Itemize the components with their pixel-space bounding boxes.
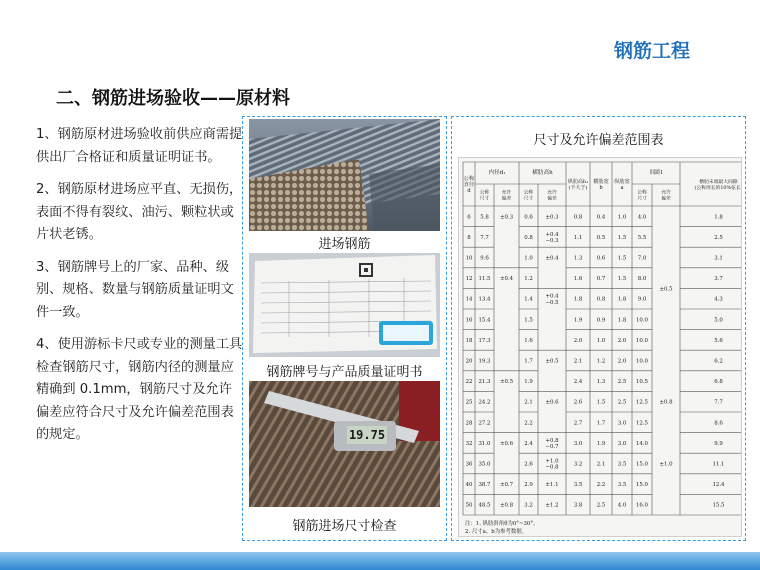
- table-cell: 1.7: [524, 358, 533, 365]
- subheader-cell: 允许偏差: [547, 190, 557, 202]
- table-cell: 35.0: [478, 461, 491, 468]
- tolerance-table-sheet: [458, 157, 742, 537]
- table-cell: 2.2: [596, 482, 606, 489]
- table-cell: 0.9: [596, 317, 606, 324]
- header-max-gap: 横肋末端最大间隙(公称周长的10%弦长): [694, 179, 741, 192]
- table-cell: 7.0: [637, 255, 647, 262]
- table-cell: 11.5: [478, 276, 491, 283]
- table-cell: 3.5: [617, 482, 627, 489]
- table-cell: 0.8: [573, 214, 583, 221]
- header-longitudinal-rib-height: 纵肋高h₁ (不大于): [567, 178, 589, 192]
- table-cell: 2.5: [596, 502, 606, 509]
- table-cell: 0.5: [596, 234, 606, 241]
- subheader-cell: 公称尺寸: [479, 190, 490, 202]
- subheader-cell: 公称尺寸: [523, 190, 534, 202]
- table-cell: 4.0: [637, 214, 647, 221]
- table-cell: 6.2: [714, 358, 723, 365]
- spacing-tolerance-cell: ±0.8: [659, 399, 673, 406]
- table-cell: 3.5: [617, 461, 627, 468]
- table-cell: 18: [465, 337, 473, 344]
- table-cell: 27.2: [478, 420, 491, 427]
- table-cell: 1.1: [573, 234, 583, 241]
- table-cell: 10.0: [635, 317, 649, 324]
- table-cell: 38.7: [478, 482, 491, 489]
- table-cell: 21.3: [478, 379, 491, 386]
- table-cell: 12.5: [635, 420, 649, 427]
- table-cell: ±0.4: [545, 255, 559, 262]
- table-cell: 15.4: [478, 317, 491, 324]
- table-cell: 2.7: [573, 420, 583, 427]
- table-cell: 1.8: [714, 214, 723, 221]
- table-cell: 3.7: [714, 276, 723, 283]
- table-cell: 7.7: [480, 234, 489, 241]
- caption-incoming-rebar: 进场钢筋: [318, 237, 371, 252]
- certificate-image: [249, 253, 440, 357]
- table-cell: ±0.7: [499, 482, 514, 489]
- subheader-cell: 公称尺寸: [637, 190, 647, 202]
- table-cell: 2.5: [617, 379, 627, 386]
- table-cell: +0.4 −0.3: [545, 231, 559, 244]
- table-cell: 7.7: [714, 399, 723, 406]
- table-cell: 1.8: [573, 296, 583, 303]
- table-cell: 15.0: [635, 461, 649, 468]
- table-cell: 8.0: [637, 276, 647, 283]
- table-cell: ±0.4: [499, 276, 514, 283]
- table-cell: 13.4: [478, 296, 491, 303]
- table-cell: 10.5: [635, 379, 649, 386]
- table-cell: 12: [465, 276, 473, 283]
- table-cell: 2.1: [573, 358, 583, 365]
- table-cell: 32: [465, 440, 473, 447]
- table-cell: 1.0: [524, 255, 533, 262]
- table-cell: 14.0: [635, 440, 649, 447]
- table-cell: 2.2: [524, 420, 533, 427]
- table-cell: ±0.8: [499, 502, 514, 509]
- table-cell: 5.8: [480, 214, 489, 221]
- table-cell: 9.0: [637, 296, 647, 303]
- table-cell: 1.5: [524, 317, 533, 324]
- table-cell: 1.0: [596, 337, 606, 344]
- table-cell: 9.9: [714, 440, 723, 447]
- table-cell: 4.0: [617, 502, 627, 509]
- table-cell: +0.4 −0.5: [545, 293, 559, 306]
- table-cell: 2.0: [573, 337, 583, 344]
- table-cell: 1.2: [524, 276, 533, 283]
- paragraph-3: 3、钢筋牌号上的厂家、品种、级别、规格、数量与钢筋质量证明文件一致。: [36, 259, 234, 320]
- paragraph-1: 1、钢筋原材进场验收前供应商需提供出厂合格证和质量证明证书。: [36, 127, 243, 165]
- table-cell: 12.5: [635, 399, 649, 406]
- table-cell: 0.7: [596, 276, 606, 283]
- table-cell: 3.8: [573, 502, 583, 509]
- table-cell: 40: [465, 482, 473, 489]
- tolerance-table: [459, 158, 741, 536]
- header-nominal-diameter: 公称直径 d: [463, 175, 475, 195]
- table-cell: ±0.3: [499, 214, 514, 221]
- table-cell: ±0.5: [545, 358, 559, 365]
- table-cell: 0.8: [524, 234, 533, 241]
- table-cell: 1.3: [596, 379, 606, 386]
- header-inner-diameter: 内径d₁: [488, 170, 506, 176]
- caliper-measurement-photo: [249, 381, 440, 507]
- table-cell: 16: [465, 317, 473, 324]
- rebar-stack-photo: [249, 119, 440, 231]
- table-cell: 2.6: [524, 461, 533, 468]
- table-cell: 2.5: [617, 399, 627, 406]
- caption-size-check: 钢筋进场尺寸检查: [292, 519, 397, 534]
- tolerance-table-panel: [451, 116, 746, 541]
- table-cell: 50: [465, 502, 473, 509]
- table-cell: 2.6: [573, 399, 583, 406]
- table-cell: 24.2: [478, 399, 491, 406]
- footer-bar: [0, 552, 760, 570]
- table-cell: 16.0: [635, 502, 649, 509]
- table-cell: 0.6: [596, 255, 606, 262]
- table-title: 尺寸及允许偏差范围表: [533, 133, 664, 148]
- table-cell: 10: [465, 255, 473, 262]
- table-cell: 1.0: [617, 214, 627, 221]
- table-cell: 5.6: [714, 337, 723, 344]
- table-cell: 2.0: [617, 358, 627, 365]
- table-cell: 2.4: [573, 379, 583, 386]
- table-cell: 0.4: [596, 214, 606, 221]
- table-cell: 1.5: [617, 255, 627, 262]
- rebar-stack-image: [249, 119, 440, 231]
- table-cell: 3.0: [617, 440, 627, 447]
- table-cell: 31.0: [478, 440, 491, 447]
- table-cell: 1.5: [617, 234, 627, 241]
- table-cell: ±1.1: [545, 482, 559, 489]
- table-cell: 3.2: [524, 502, 533, 509]
- table-cell: 1.7: [596, 420, 606, 427]
- spacing-tolerance-cell: ±1.0: [659, 461, 673, 468]
- table-cell: 19.3: [478, 358, 491, 365]
- brand-title: 钢筋工程: [613, 40, 690, 62]
- subheader-cell: 允许偏差: [661, 190, 671, 202]
- table-cell: 1.9: [596, 440, 606, 447]
- table-cell: ±1.2: [545, 502, 559, 509]
- table-cell: 5.0: [714, 317, 723, 324]
- table-cell: ±0.3: [545, 214, 559, 221]
- table-cell: 2.1: [524, 399, 533, 406]
- table-cell: 20: [465, 358, 473, 365]
- table-cell: 1.9: [524, 379, 533, 386]
- subheader-cell: 允许偏差: [501, 190, 512, 202]
- table-cell: 15.0: [635, 482, 649, 489]
- table-cell: 3.1: [714, 255, 723, 262]
- table-cell: +0.8 −0.7: [545, 437, 559, 450]
- table-cell: 17.3: [478, 337, 491, 344]
- table-cell: ±0.5: [499, 379, 514, 386]
- caption-rebar-grade-certificate: 钢筋牌号与产品质量证明书: [266, 365, 423, 380]
- table-cell: 3.0: [573, 440, 583, 447]
- table-cell: +1.0 −0.8: [545, 458, 559, 471]
- table-cell: 3.5: [573, 482, 583, 489]
- table-cell: 1.6: [573, 276, 583, 283]
- table-cell: 1.8: [617, 296, 627, 303]
- table-cell: 9.6: [480, 255, 489, 262]
- caliper-image: [249, 381, 440, 507]
- table-cell: 10.0: [635, 337, 649, 344]
- table-cell: ±0.6: [545, 399, 559, 406]
- table-cell: 1.6: [524, 337, 533, 344]
- header-spacing: 间距l: [649, 170, 663, 176]
- table-cell: 12.4: [712, 482, 725, 489]
- table-cell: 3.0: [617, 420, 627, 427]
- table-cell: 8: [467, 234, 471, 241]
- table-cell: 4.3: [714, 296, 723, 303]
- table-cell: 14: [465, 296, 473, 303]
- table-cell: 2.5: [714, 234, 723, 241]
- table-cell: 1.2: [596, 358, 606, 365]
- table-cell: 36: [465, 461, 473, 468]
- table-cell: 10.0: [635, 358, 649, 365]
- paragraph-2: 2、钢筋原材进场应平直、无损伤，表面不得有裂纹、油污、颗粒状或片状老锈。: [36, 182, 243, 242]
- header-transverse-rib-width: 横肋宽 b: [593, 178, 609, 192]
- table-cell: 11.1: [712, 461, 725, 468]
- table-note: 注：1. 纵肋斜角θ为0°~30°。: [465, 521, 539, 527]
- table-note: 2. 尺寸a、b为参考数据。: [465, 529, 528, 535]
- table-cell: ±0.6: [499, 440, 514, 447]
- table-cell: 25: [465, 399, 473, 406]
- table-cell: 1.9: [573, 317, 583, 324]
- spacing-tolerance-cell: ±0.5: [659, 286, 673, 293]
- header-transverse-rib-height: 横肋高h: [532, 170, 553, 176]
- table-cell: 0.6: [524, 214, 533, 221]
- table-cell: 1.8: [617, 317, 627, 324]
- table-cell: 1.4: [524, 296, 533, 303]
- table-cell: 1.3: [573, 255, 583, 262]
- header-longitudinal-rib-width: 纵肋宽 a: [614, 178, 630, 192]
- table-cell: 0.8: [596, 296, 606, 303]
- table-cell: 2.0: [617, 337, 627, 344]
- paragraph-4: 4、使用游标卡尺或专业的测量工具检查钢筋尺寸，钢筋内径的测量应精确到 0.1mm，钢筋尺寸及允许偏差应符合尺寸及允许偏差范围表的规定。: [36, 337, 243, 442]
- table-cell: 6.8: [714, 379, 723, 386]
- table-cell: 6: [467, 214, 471, 221]
- table-cell: 15.5: [712, 502, 725, 509]
- table-cell: 28: [465, 420, 473, 427]
- section-heading: 二、钢筋进场验收——原材料: [56, 88, 290, 109]
- certificate-photo: [249, 253, 440, 357]
- table-cell: 2.9: [524, 482, 533, 489]
- body-text: [36, 124, 244, 457]
- table-cell: 48.5: [478, 502, 491, 509]
- caliper-display: 19.75: [348, 428, 386, 442]
- table-cell: 5.5: [637, 234, 647, 241]
- table-cell: 2.1: [596, 461, 606, 468]
- table-cell: 8.6: [714, 420, 723, 427]
- table-cell: 3.2: [573, 461, 583, 468]
- table-cell: 1.5: [596, 399, 606, 406]
- table-cell: 22: [465, 379, 473, 386]
- table-cell: 1.5: [617, 276, 627, 283]
- photo-panel: [242, 116, 447, 541]
- table-cell: 2.4: [524, 440, 533, 447]
